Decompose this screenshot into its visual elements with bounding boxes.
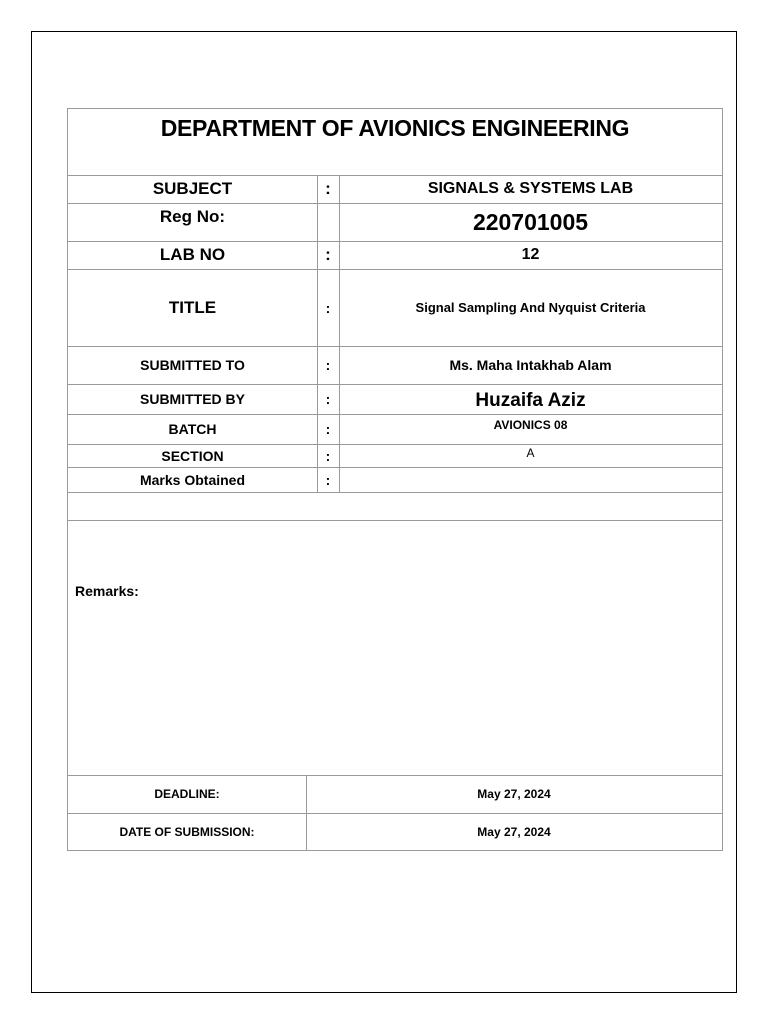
marks-colon: : <box>325 471 331 488</box>
submission-date-value: May 27, 2024 <box>477 824 551 839</box>
title-label: TITLE <box>168 297 217 317</box>
submitted-by-colon: : <box>325 391 331 407</box>
header-row <box>68 109 722 175</box>
title-colon: : <box>325 299 331 316</box>
deadline-label: DEADLINE: <box>154 787 220 801</box>
lab-no-colon: : <box>325 245 331 264</box>
reg-no-row <box>68 203 722 241</box>
submission-date-row <box>68 813 722 850</box>
submitted-to-row <box>68 346 722 384</box>
section-value: A <box>526 446 535 460</box>
batch-value: AVIONICS 08 <box>493 418 568 432</box>
title-value: Signal Sampling And Nyquist Criteria <box>415 300 646 315</box>
remarks-label: Remarks: <box>75 583 139 599</box>
section-label: SECTION <box>161 447 224 464</box>
submitted-to-colon: : <box>325 357 331 373</box>
submitted-to-value: Ms. Maha Intakhab Alam <box>449 357 612 373</box>
submitted-by-row <box>68 384 722 414</box>
marks-value <box>339 467 722 492</box>
remarks-row <box>68 520 722 775</box>
cover-table <box>67 108 723 851</box>
section-colon: : <box>325 447 331 464</box>
marks-label: Marks Obtained <box>139 471 246 488</box>
batch-colon: : <box>325 421 331 437</box>
batch-row <box>68 414 722 444</box>
subject-label: SUBJECT <box>152 179 233 198</box>
deadline-value: May 27, 2024 <box>477 787 551 801</box>
lab-no-row <box>68 241 722 269</box>
reg-no-colon <box>317 203 339 241</box>
marks-row <box>68 467 722 492</box>
department-title: DEPARTMENT OF AVIONICS ENGINEERING <box>160 115 630 141</box>
title-row <box>68 269 722 346</box>
submitted-by-label: SUBMITTED BY <box>140 391 245 407</box>
lab-no-value: 12 <box>521 246 540 263</box>
submission-date-label: DATE OF SUBMISSION: <box>119 824 255 839</box>
reg-no-label: Reg No: <box>159 207 226 226</box>
lab-no-label: LAB NO <box>159 245 226 264</box>
submitted-to-label: SUBMITTED TO <box>140 357 245 373</box>
deadline-row <box>68 775 722 813</box>
subject-colon: : <box>325 179 331 198</box>
subject-value: SIGNALS & SYSTEMS LAB <box>427 180 634 197</box>
section-row <box>68 444 722 467</box>
submitted-by-value: Huzaifa Aziz <box>475 389 586 411</box>
batch-label: BATCH <box>168 421 217 437</box>
subject-row <box>68 175 722 203</box>
reg-no-value: 220701005 <box>472 208 589 235</box>
